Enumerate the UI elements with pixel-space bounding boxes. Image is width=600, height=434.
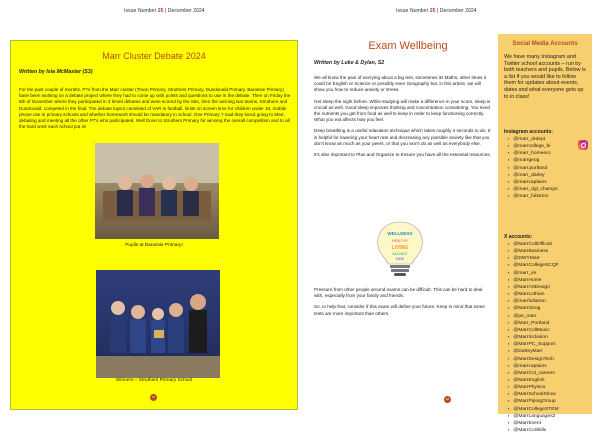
paragraph: Deep breathing is a useful relaxation technique which takes roughly 4 seconds to do. It is helpful for lowering your heart rate and decreasing any possible anxiety like that you don't know as much as your peers, or that you won't do as well as everybody else. [314, 128, 491, 146]
article-body [314, 75, 492, 163]
paragraph: It's also important to Plan and Organize to Ensure you have all the essential resources. [314, 152, 491, 158]
account-handle[interactable]: ▪ @MarrBusiness [508, 248, 559, 255]
account-handle[interactable]: ▪ @MarrHome [508, 277, 559, 284]
account-handle[interactable]: ▪ @marr_dgl_champs [508, 186, 558, 193]
issue-date: December 2024 [167, 8, 205, 14]
left-page-header: Issue Number 25 | December 2024 [124, 8, 205, 14]
account-handle[interactable]: ▪ @DWYMarr [508, 255, 559, 262]
page-number: 18 [445, 397, 450, 401]
article-title: Marr Cluster Debate 2024 [102, 51, 206, 61]
issue-label: Issue Number [396, 8, 429, 14]
account-handle[interactable]: ▪ @marr_darley [508, 172, 558, 179]
account-handle[interactable]: ▪ @marr_drdept [508, 136, 558, 143]
account-handle[interactable]: ▪ @MarrLothian [508, 291, 559, 298]
image-word: WELLNESS [387, 231, 413, 236]
account-handle[interactable]: ▪ @MarrEvent [508, 420, 559, 427]
social-media-sidebar [498, 34, 592, 434]
image-word: HEALTHY [392, 239, 408, 243]
instagram-heading: Instagram accounts: [504, 129, 553, 135]
account-handle[interactable]: ▪ @MarrDesignTech [508, 356, 559, 363]
winners-photo [96, 270, 220, 378]
account-handle[interactable]: ▪ @MarrPipingGroup [508, 398, 559, 405]
issue-number: 25 [157, 8, 164, 14]
sidebar-title: Social Media Accounts [512, 41, 578, 47]
paragraph: Pressure from other people around exams can be difficult. This can be hard to deal with, especially from your family and friends. [314, 287, 483, 299]
account-handle[interactable]: ▪ @MarrLanguages2 [508, 413, 559, 420]
article-body-continued [314, 287, 492, 322]
account-handle[interactable]: ▪ @MarrSchoolShow [508, 391, 559, 398]
account-handle[interactable]: ▪ @marr_es [508, 270, 559, 277]
image-word: BALANCE [392, 252, 408, 256]
issue-date: December 2024 [439, 8, 477, 14]
account-handle[interactable]: ▪ @marrfullarton [508, 298, 559, 305]
account-handle[interactable]: ▪ @MarrCollegeSTEM [508, 406, 559, 413]
issue-label: Issue Number [124, 8, 157, 14]
image-word: MIND [395, 257, 405, 261]
account-handle[interactable]: ▪ @MarrCol_careers [508, 370, 559, 377]
account-handle[interactable]: ▪ @marrgeog [508, 157, 558, 164]
account-handle[interactable]: ▪ @MarrCoSkills [508, 427, 559, 434]
account-handle[interactable]: ▪ @marrcaptains [508, 363, 559, 370]
account-handle[interactable]: ▪ @marrcollege_bi [508, 143, 558, 150]
paragraph: We all know the pain of worrying about a big test, sometimes its Maths, other times it could be English or Science or possibly even Geography but, in this article, we will show you how to reduce anxiety or stress. [314, 75, 487, 93]
account-handle[interactable]: ▪ @MarrCollOfficial [508, 241, 559, 248]
account-handle[interactable]: ▪ @MarrPC_Support [508, 341, 559, 348]
x-heading: X accounts: [504, 234, 533, 240]
debate-article [10, 40, 298, 410]
account-handle[interactable]: ▪ @marr_fullarton [508, 193, 558, 200]
account-handle[interactable]: ▪ @DarleyMarr [508, 348, 559, 355]
account-handle[interactable]: ▪ @marr_homeecc [508, 150, 558, 157]
account-handle[interactable]: ▪ @MarrGeog [508, 305, 559, 312]
page-number: 17 [151, 395, 156, 399]
article-title: Exam Wellbeing [368, 40, 448, 52]
account-handle[interactable]: ▪ @MarrPhysics [508, 384, 559, 391]
photo-caption: Pupils at Barassie Primary! [125, 243, 183, 248]
right-page-header: Issue Number 25 | December 2024 [396, 8, 477, 14]
account-handle[interactable]: ▪ @MarrArtDesign [508, 284, 559, 291]
image-word: LIVING [391, 245, 409, 251]
barassie-pupils-photo [95, 143, 219, 239]
article-author: Written by Luke & Dylan, S2 [314, 60, 385, 66]
instagram-icon [578, 140, 588, 150]
account-handle[interactable]: ▪ @MarrInclusion [508, 334, 559, 341]
account-handle[interactable]: ▪ @marrcaptains [508, 179, 558, 186]
account-handle[interactable]: ▪ @marr.portland [508, 165, 558, 172]
account-handle[interactable]: ▪ @pe_marr [508, 313, 559, 320]
account-handle[interactable]: ▪ @MarrCollMusic [508, 327, 559, 334]
account-handle[interactable]: ▪ @MarrCollegeSCQF [508, 262, 559, 269]
wellness-lightbulb-image [356, 218, 444, 278]
paragraph: Get sleep the night before. While studying will make a difference in your score, sleep is crucial as well. Good sleep improves thinking and concentration considering. You need the nutrients you get from food as well to keep in order to keep functioning correctly. What you eat affects how you feel. [314, 98, 491, 123]
article-body: For the past couple of months, P7s from the Marr cluster (Troon Primary, Struthers Primary, Dundonald Primary, Barassie Primary) have been working on a debate project where they had to come up with points and questions to use in the debate. Then on Friday the 8th of November where they participated in 3 timed debates and were scored by the S6s, then the winning two teams, Struthers and Dundonald, competed in the final. The debate topics consisted of VAR in football, limits on screen time for children under 16, mobile phone use in primary schools and whether homework should be mandatory in school. One Primary 7 said they loved going to Marr, debating and meeting all the other P7's who participated. Well Done to Struthers Primary for winning the overall competition and to all the hard work each school put in! [19, 87, 291, 130]
paragraph: So, to help that, consider if this exam will define your future. Keep in mind that some tests are more important than others. [314, 304, 485, 316]
instagram-list [508, 136, 558, 200]
issue-number: 25 [429, 8, 436, 14]
article-author: Written by Isla McMaster (S3) [19, 69, 93, 75]
sidebar-intro: We have many Instagram and Twitter school accounts – run by both teachers and pupils. Below is a list if you would like to follow them for updates about events, dates and what everyone gets up to in class! [504, 54, 586, 100]
photo-caption: Winners – Struthers Primary School [115, 378, 193, 383]
account-handle[interactable]: ▪ @Marr_Portland [508, 320, 559, 327]
x-list [508, 241, 559, 434]
account-handle[interactable]: ▪ @MarrEnglish [508, 377, 559, 384]
